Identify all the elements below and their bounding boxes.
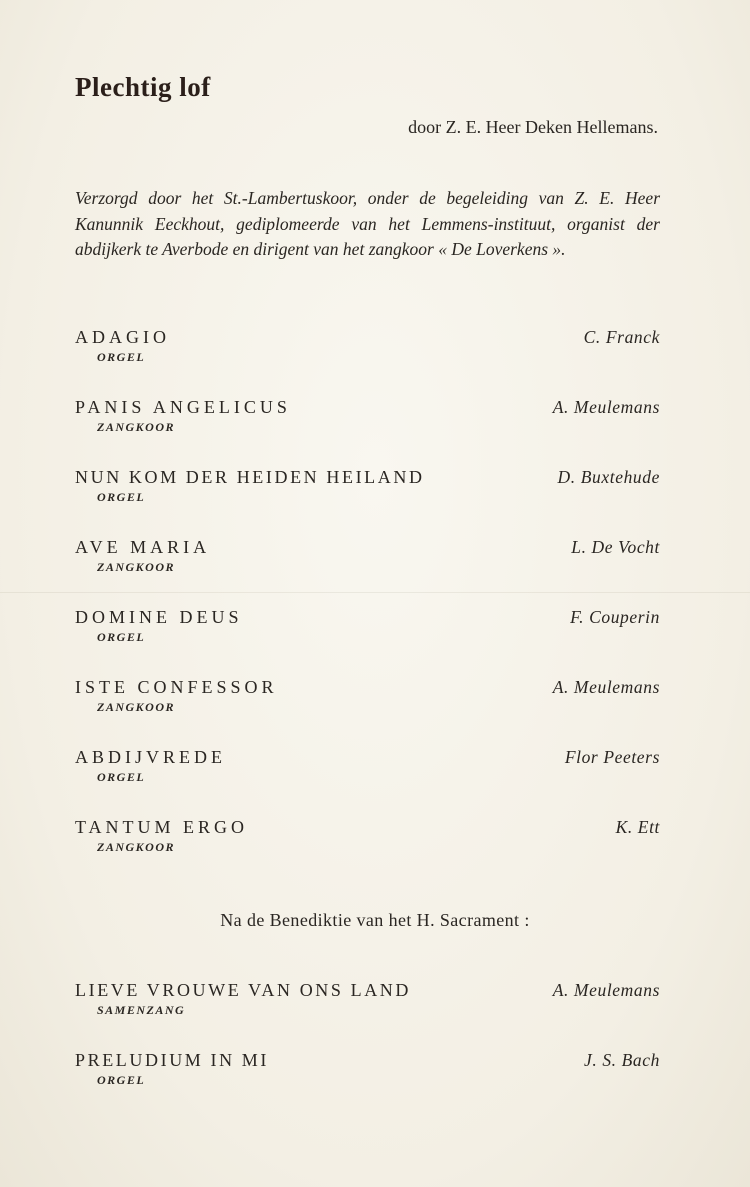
interlude-heading: Na de Benediktie van het H. Sacrament : [220,910,530,930]
performer-label: SAMENZANG [97,1003,186,1017]
composer-name: Flor Peeters [564,747,660,767]
performer-label: ORGEL [97,350,146,364]
piece-title: AVE MARIA [75,537,211,557]
program-item-abdijvrede [75,747,660,797]
composer-name: F. Couperin [570,607,660,627]
piece-title: ADAGIO [75,327,170,347]
program-item-preludium [75,1050,660,1100]
piece-title: NUN KOM DER HEIDEN HEILAND [75,467,425,487]
composer-name: A. Meulemans [552,397,660,417]
performer-label: ZANGKOOR [97,560,176,574]
performer-label: ORGEL [97,490,146,504]
composer-name: C. Franck [583,327,660,347]
composer-name: J. S. Bach [584,1050,660,1070]
piece-title: LIEVE VROUWE VAN ONS LAND [75,980,411,1000]
program-item-panis-angelicus [75,397,660,447]
performer-label: ZANGKOOR [97,700,176,714]
composer-name: A. Meulemans [552,980,660,1000]
performer-label: ORGEL [97,630,146,644]
performer-label: ZANGKOOR [97,840,176,854]
piece-title: PRELUDIUM IN MI [75,1050,269,1070]
officiant-line: door Z. E. Heer Deken Hellemans. [408,117,658,137]
program-item-iste-confessor [75,677,660,727]
composer-name: A. Meulemans [552,677,660,697]
piece-title: PANIS ANGELICUS [75,397,291,417]
paper-fold-line [0,592,750,593]
piece-title: DOMINE DEUS [75,607,243,627]
composer-name: K. Ett [615,817,660,837]
composer-name: D. Buxtehude [557,467,660,487]
program-item-ave-maria [75,537,660,587]
intro-paragraph: Verzorgd door het St.-Lambertuskoor, onder de begeleiding van Z. E. Heer Kanunnik Eeckhout, gediplomeerde van het Lemmens-instituut, organist der abdijkerk te Averbode en dirigent van het zangkoor « De Loverkens ». [75,188,660,259]
performer-label: ORGEL [97,1073,146,1087]
program-item-adagio [75,327,660,377]
performer-label: ORGEL [97,770,146,784]
page-title: Plechtig lof [75,72,211,102]
program-item-nun-kom [75,467,660,517]
program-item-domine-deus [75,607,660,657]
program-item-tantum-ergo [75,817,660,867]
piece-title: TANTUM ERGO [75,817,249,837]
piece-title: ISTE CONFESSOR [75,677,278,697]
composer-name: L. De Vocht [571,537,660,557]
piece-title: ABDIJVREDE [75,747,226,767]
program-item-lieve-vrouwe [75,980,660,1030]
performer-label: ZANGKOOR [97,420,176,434]
